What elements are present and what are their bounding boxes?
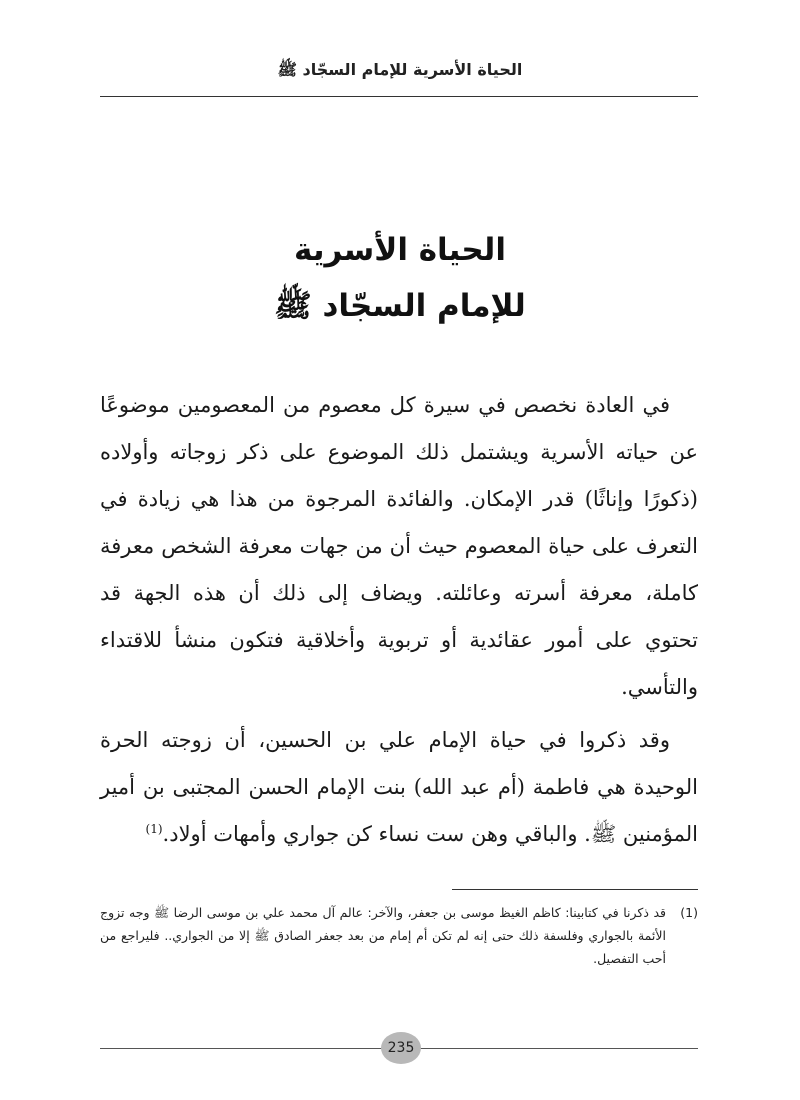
footer-rule-right [420,1048,698,1049]
chapter-title-line-2: للإمام السجّاد ﷺ [274,288,526,324]
footnote-reference[interactable]: (1) [145,822,163,836]
footer-rule-left [100,1048,382,1049]
header-rule [100,96,698,97]
footnote [100,901,698,970]
body-text [100,382,698,864]
chapter-title [100,222,700,334]
paragraph-2-text: وقد ذكروا في حياة الإمام علي بن الحسين، أن زوجته الحرة الوحيدة هي فاطمة (أم عبد الله) بنت الإمام الحسن المجتبى بن أمير المؤمنين ﷺ. والباقي وهن ست نساء كن جواري وأمهات أولاد. [100,728,698,846]
page-number: 235 [381,1032,421,1064]
footnote-text: قد ذكرنا في كتابينا: كاظم الغيظ موسى بن جعفر، والآخر: عالم آل محمد علي بن موسى الرضا ﷺ وجه تزوج الأئمة بالجواري وفلسفة ذلك حتى إنه لم تكن أم إمام من بعد جعفر الصادق ﷺ إلا من الجواري.. فليراجع من أحب التفصيل. [100,905,666,966]
paragraph-2 [100,717,698,858]
footnote-separator [452,889,698,890]
running-header: الحياة الأسرية للإمام السجّاد ﷺ [277,60,523,79]
paragraph-1-text: في العادة نخصص في سيرة كل معصوم من المعصومين موضوعًا عن حياته الأسرية ويشتمل ذلك الموضوع على ذكر زوجاته وأولاده (ذكورًا وإناثًا) قدر الإمكان. والفائدة المرجوة من هذا هي زيادة في التعرف على حياة المعصوم حيث أن من جهات معرفة الشخص معرفة كاملة، معرفة أسرته وعائلته. ويضاف إلى ذلك أن هذه الجهة قد تحتوي على أمور عقائدية أو تربوية وأخلاقية فتكون منشأ للاقتداء والتأسي. [100,393,698,699]
paragraph-1 [100,382,698,711]
footnote-number: (1) [680,905,698,920]
chapter-title-line-1: الحياة الأسرية [294,232,506,268]
